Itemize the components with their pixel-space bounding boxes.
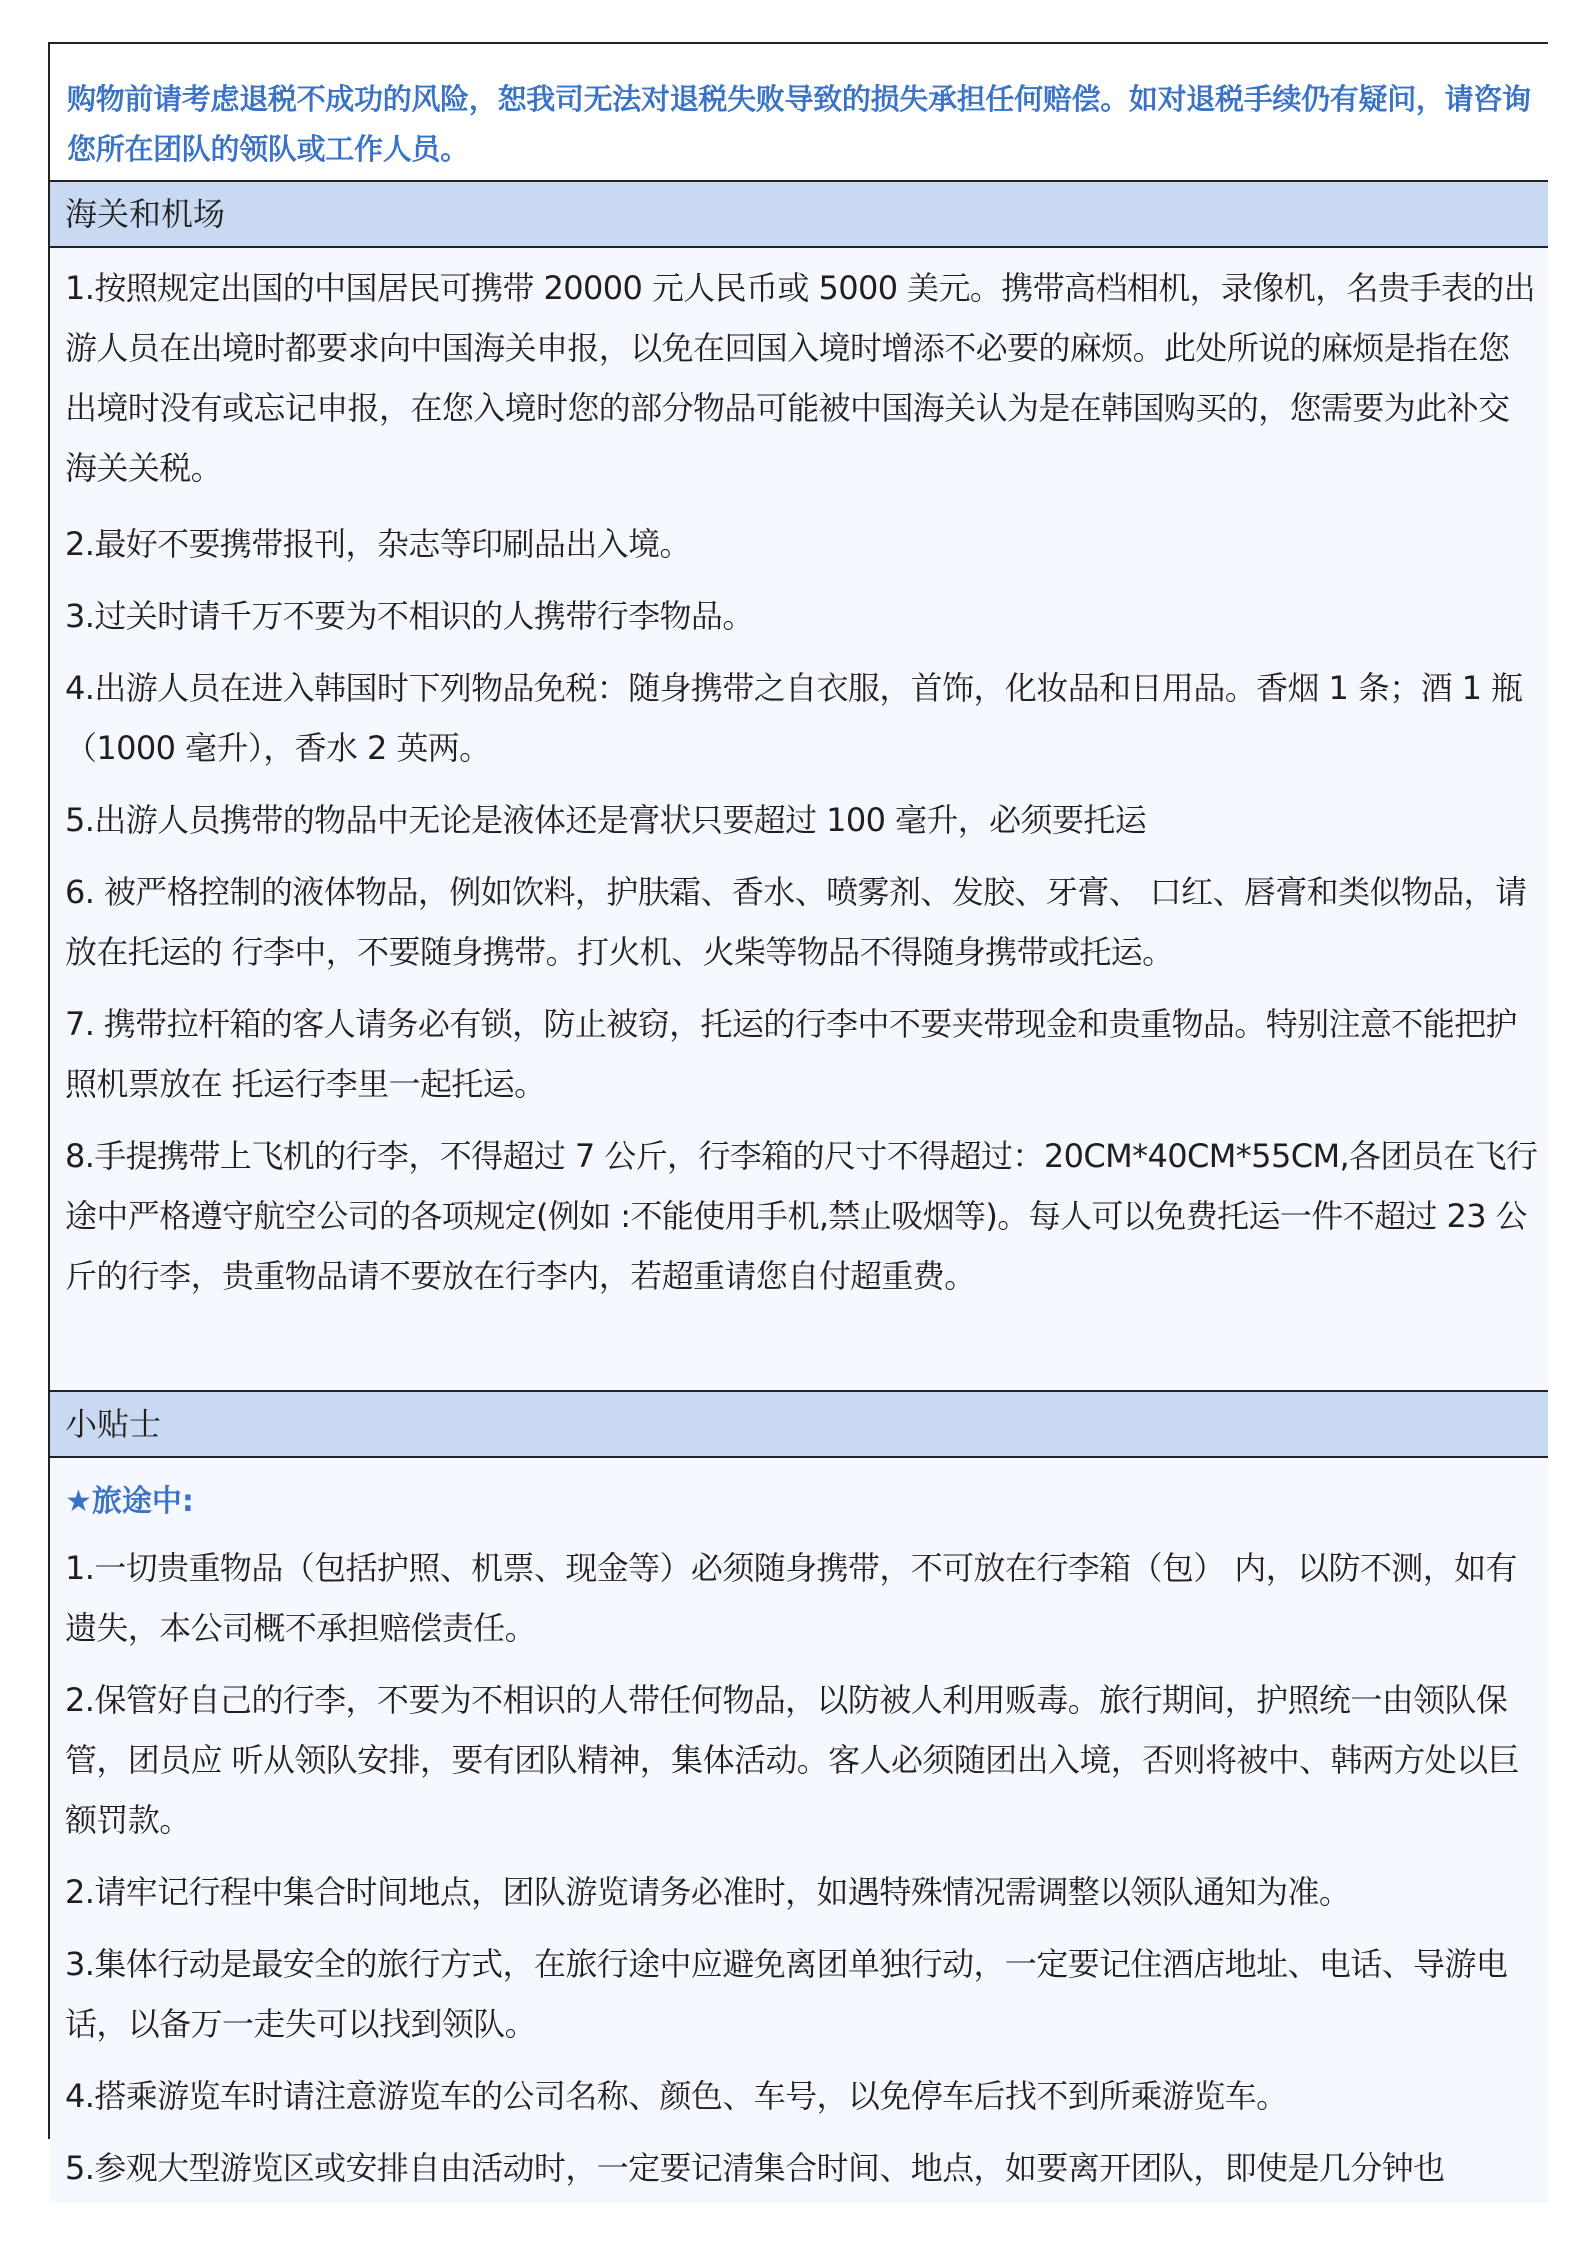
tips-item-1: 1.一切贵重物品（包括护照、机票、现金等）必须随身携带，不可放在行李箱（包） 内，以防不测，如有 遗失，本公司概不承担赔偿责任。 — [65, 1549, 1517, 1647]
tips-item-2: 2.保管好自己的行李，不要为不相识的人带任何物品，以防被人利用贩毒。旅行期间，护照统一由领队保管，团员应 听从领队安排，要有团队精神，集体活动。客人必须随团出入境，否则将被中、韩两方处以巨额罚款。 — [65, 1681, 1519, 1839]
customs-item-1: 1.按照规定出国的中国居民可携带 20000 元人民币或 5000 美元。携带高档相机，录像机，名贵手表的出游人员在出境时都要求向中国海关申报，以免在回国入境时增添不必要的麻烦。此处所说的麻烦是指在您出境时没有或忘记申报，在您入境时您的部分物品可能被中国海关认为是在韩国购买的，您需要为此补交海关关税。 — [65, 269, 1536, 487]
document-frame — [48, 42, 1548, 2187]
section-header-customs: 海关和机场 — [50, 182, 1548, 248]
tips-subheading: ★旅途中: — [65, 1484, 194, 1519]
section-header-tips: 小贴士 — [50, 1392, 1548, 1458]
tax-refund-warning: 购物前请考虑退税不成功的风险，恕我司无法对退税失败导致的损失承担任何赔偿。如对退税手续仍有疑问，请咨询您所在团队的领队或工作人员。 — [50, 44, 1548, 182]
customs-item-3: 3.过关时请千万不要为不相识的人携带行李物品。 — [65, 597, 754, 635]
customs-item-6: 6. 被严格控制的液体物品，例如饮料，护肤霜、香水、喷雾剂、发胶、牙膏、 口红、唇膏和类似物品，请放在托运的 行李中，不要随身携带。打火机、火柴等物品不得随身携带或托运。 — [65, 873, 1527, 971]
customs-item-7: 7. 携带拉杆箱的客人请务必有锁，防止被窃，托运的行李中不要夹带现金和贵重物品。特别注意不能把护照机票放在 托运行李里一起托运。 — [65, 1005, 1517, 1103]
tips-item-4: 3.集体行动是最安全的旅行方式，在旅行途中应避免离团单独行动，一定要记住酒店地址、电话、导游电话，以备万一走失可以找到领队。 — [65, 1945, 1508, 2043]
section-body-tips — [50, 1458, 1548, 2203]
tips-item-3: 2.请牢记行程中集合时间地点，团队游览请务必准时，如遇特殊情况需调整以领队通知为准。 — [65, 1873, 1351, 1911]
customs-item-5: 5.出游人员携带的物品中无论是液体还是膏状只要超过 100 毫升，必须要托运 — [65, 801, 1147, 839]
tips-item-5: 4.搭乘游览车时请注意游览车的公司名称、颜色、车号，以免停车后找不到所乘游览车。 — [65, 2077, 1288, 2115]
tips-item-6: 5.参观大型游览区或安排自由活动时，一定要记清集合时间、地点，如要离开团队，即使是几分钟也 — [65, 2149, 1445, 2187]
customs-item-8: 8.手提携带上飞机的行李，不得超过 7 公斤，行李箱的尺寸不得超过：20CM*40CM*55CM,各团员在飞行途中严格遵守航空公司的各项规定(例如 :不能使用手机,禁止吸烟等)。每人可以免费托运一件不超过 23 公斤的行李，贵重物品请不要放在行李内，若超重请您自付超重费。 — [65, 1137, 1538, 1295]
section-body-customs — [50, 248, 1548, 1392]
customs-item-4: 4.出游人员在进入韩国时下列物品免税：随身携带之自衣服，首饰，化妆品和日用品。香烟 1 条；酒 1 瓶（1000 毫升），香水 2 英两。 — [65, 669, 1523, 767]
customs-item-2: 2.最好不要携带报刊，杂志等印刷品出入境。 — [65, 525, 691, 563]
